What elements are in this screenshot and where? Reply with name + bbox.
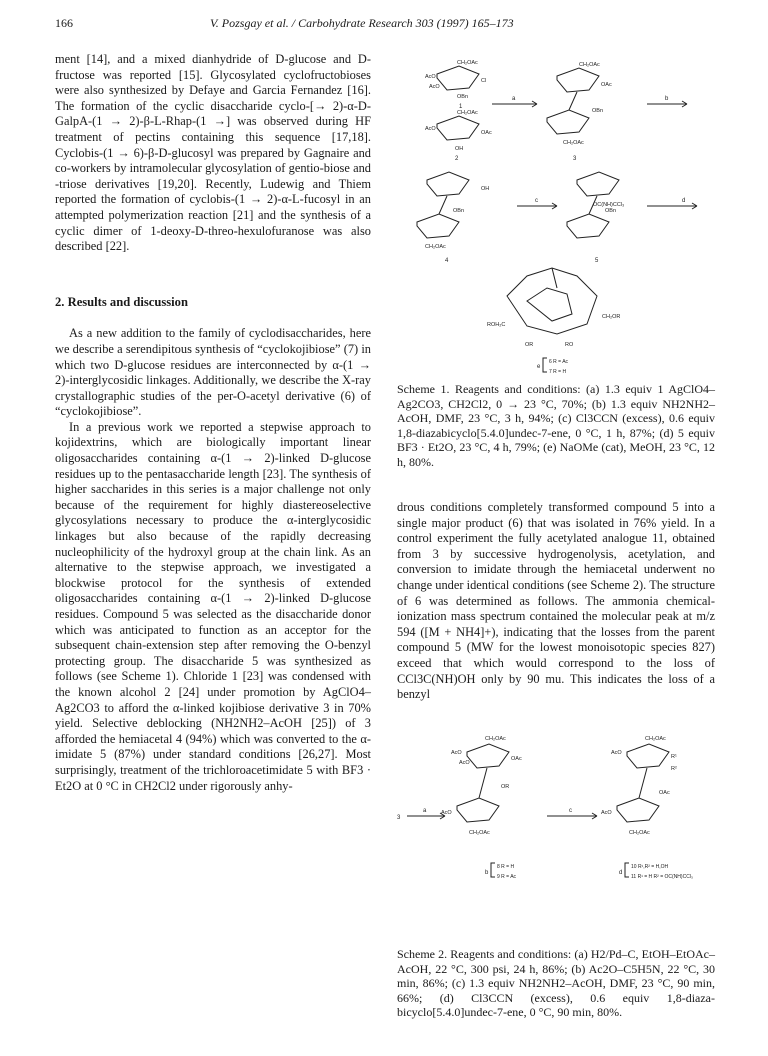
right-column <box>397 500 715 703</box>
paragraph: ment [14], and a mixed dianhydride of D-glucose and D-fructose was reported [15]. Glycosylated cyclofructobioses were also synthesized by Defaye and Garcia Fernandez [16]. The formation of the cyclic disaccharide cyclo-[→ 2)-α-D-GalpA-(1 → 2)-β-L-Rhap-(1 →] was observed during HF treatment of pectins containing this sequence [17,18]. Cyclobis-(1 → 6)-β-D-glucosyl was prepared by Gagnaire and co-workers by intramolecular glycosylation of gentio-biose and -triose derivatives [19,20]. Recently, Ludewig and Thiem reported the formation of cyclobis-(1 → 2)-α-L-fucosyl in an attempted polymerization reaction [21] and the synthesis of a cyclic dimer of 1-deoxy-D-threo-hexulofuranose was also described [22]. <box>55 52 371 254</box>
paragraph: In a previous work we reported a stepwise approach to kojidextrins, which are biologically important linear oligosaccharides containing α-(1 → 2)-linked D-glucose residues up to the pentasaccharide length [23]. The synthesis of higher saccharides in this series is a major challenge not only because of the requirement for highly diastereoselective glycosylations necessary to produce the α-interglycosidic linkages but also because of the rapidly decreasing nucleophilicity of the hydroxyl group at the chain link. As an alternative to the stepwise approach, we investigated a blockwise protocol for the synthesis of extended oligosaccharides containing α-(1 → 2)-linked D-glucose residues. Compound 5 was selected as the disaccharide donor which was anticipated to function as an acceptor for the subsequent chain-extension step after removing the O-benzyl protecting group. The disaccharide 5 was synthesized as follows (see Scheme 1). Chloride 1 [23] was condensed with the known alcohol 2 [24] under promotion by AgClO4–Ag2CO3 to afford the α-linked kojibiose derivative 3 in 70% yield. Selective deblocking (NH2NH2–AcOH [25]) of 3 afforded the hemiacetal 4 (94%) which was converted to the α-imidate 5 (87%) under standard conditions [26,27]. Most surprisingly, treatment of the trichloroacetimidate 5 with BF3 · Et2O at 0 °C in CH2Cl2 under rigorously anhy- <box>55 419 371 793</box>
left-column <box>55 52 371 794</box>
label: AcO <box>425 74 436 80</box>
compound-definition: 9 R = Ac <box>497 874 517 880</box>
compound-number: 3 <box>573 156 577 162</box>
compound-number: 3 <box>397 815 401 821</box>
label: RO <box>565 342 574 348</box>
arrow-label: a <box>423 808 427 814</box>
label: OR <box>501 784 510 790</box>
label: OBn <box>453 208 465 214</box>
compound-number: 5 <box>595 258 599 264</box>
arrow-label: b <box>485 870 489 876</box>
compound-definition: 6 R = Ac <box>549 359 569 365</box>
compound-number: 1 <box>459 104 463 110</box>
paragraph: As a new addition to the family of cyclodisaccharides, here we describe a serendipitous synthesis of “cyclokojibiose” (7) in which two D-glucose residues are interconnected by α-(1 → 2)-interglycosidic linkages. Additionally, we describe the X-ray crystallographic studies of the per-O-acetyl derivative (6) of “cyclokojibiose”. <box>55 326 371 419</box>
compound-definition: 10 R¹,R² = H,OH <box>631 864 669 870</box>
label: CH₂OAc <box>425 244 446 250</box>
label: Cl <box>481 78 487 84</box>
running-title: V. Pozsgay et al. / Carbohydrate Research 303 (1997) 165–173 <box>210 16 514 30</box>
label: OAc <box>511 756 522 762</box>
label: CH₂OR <box>602 314 621 320</box>
scheme-1-drawing <box>397 56 715 376</box>
scheme-2-drawing <box>397 728 715 938</box>
running-header <box>0 16 768 32</box>
label: AcO <box>429 84 440 90</box>
label: OH <box>481 186 490 192</box>
arrow-label: a <box>512 96 516 102</box>
label: R² <box>671 766 677 772</box>
arrow-label: c <box>569 808 572 814</box>
label: AcO <box>441 810 452 816</box>
label: CH₂OAc <box>485 736 506 742</box>
label: OH <box>455 146 464 152</box>
label: CH₂OAc <box>457 60 478 66</box>
label: ROH₂C <box>487 322 506 328</box>
label: R¹ <box>671 754 677 760</box>
scheme-2-figure <box>397 728 715 938</box>
scheme-1-caption: Scheme 1. Reagents and conditions: (a) 1.3 equiv 1 AgClO4–Ag2CO3, CH2Cl2, 0 → 23 °C, 70%; (b) 1.3 equiv NH2NH2–AcOH, DMF, 23 °C, 3 h, 94%; (c) Cl3CCN (excess), 0.6 equiv 1,8-diazabicyclo[5.4.0]undec-7-ene, 0 °C, 1 h, 87%; (d) 5 equiv BF3 · Et2O, 23 °C, 4 h, 79%; (e) NaOMe (cat), MeOH, 23 °C, 12 h, 80%. <box>397 382 715 469</box>
page-number: 166 <box>55 16 73 30</box>
compound-definition: 7 R = H <box>549 369 567 375</box>
compound-number: 2 <box>455 156 459 162</box>
compound-number: 4 <box>445 258 449 264</box>
arrow-label: b <box>665 96 669 102</box>
arrow-label: d <box>619 870 623 876</box>
scheme-2-caption: Scheme 2. Reagents and conditions: (a) H2/Pd–C, EtOH–EtOAc–AcOH, 22 °C, 300 psi, 24 h, 86%; (b) Ac2O–C5H5N, 22 °C, 30 min, 86%; (c) 1.3 equiv NH2NH2–AcOH, DMF, 23 °C, 90 min, 66%; (d) Cl3CCN (excess), 0.6 equiv 1,8-diaza-bicyclo[5.4.0]undec-7-ene, 0 °C, 90 min, 80%. <box>397 947 715 1020</box>
label: OR <box>525 342 534 348</box>
arrow-label: c <box>535 198 538 204</box>
label: OC(NH)CCl₃ <box>593 202 625 208</box>
label: OAc <box>659 790 670 796</box>
compound-definition: 11 R¹ = H R² = OC(NH)CCl₃ <box>631 874 693 880</box>
scheme-1-figure <box>397 56 715 376</box>
arrow-label: d <box>682 198 686 204</box>
label: AcO <box>611 750 622 756</box>
label: CH₂OAc <box>563 140 584 146</box>
label: CH₂OAc <box>469 830 490 836</box>
label: OAc <box>601 82 612 88</box>
label: AcO <box>459 760 470 766</box>
compound-definition: 8 R = H <box>497 864 515 870</box>
label: CH₂OAc <box>579 62 600 68</box>
label: CH₂OAc <box>457 110 478 116</box>
label: OBn <box>592 108 604 114</box>
label: OBn <box>457 94 469 100</box>
label: AcO <box>601 810 612 816</box>
paragraph: drous conditions completely transformed compound 5 into a single major product (6) that was isolated in 76% yield. In a control experiment the fully acetylated analogue 11, obtained from 3 by successive hydrogenolysis, acetylation, and conversion to imidate through the hemiacetal underwent no change under identical conditions (see Scheme 2). The structure of 6 was determined as follows. The ammonia chemical-ionization mass spectrum contained the molecular peak at m/z 594 ([M + NH4]+), indicating that the losses from the parent compound 5 (MW for the lowest monoisotopic species 827) exceed that which would correspond to the loss of CCl3C(NH)OH only by 90 mu. This indicates the loss of a benzyl <box>397 500 715 702</box>
label: AcO <box>451 750 462 756</box>
label: CH₂OAc <box>629 830 650 836</box>
label: OBn <box>605 208 617 214</box>
label: CH₂OAc <box>645 736 666 742</box>
section-heading: 2. Results and discussion <box>55 294 188 309</box>
label: OAc <box>481 130 492 136</box>
label: AcO <box>425 126 436 132</box>
arrow-label: e <box>537 364 541 370</box>
